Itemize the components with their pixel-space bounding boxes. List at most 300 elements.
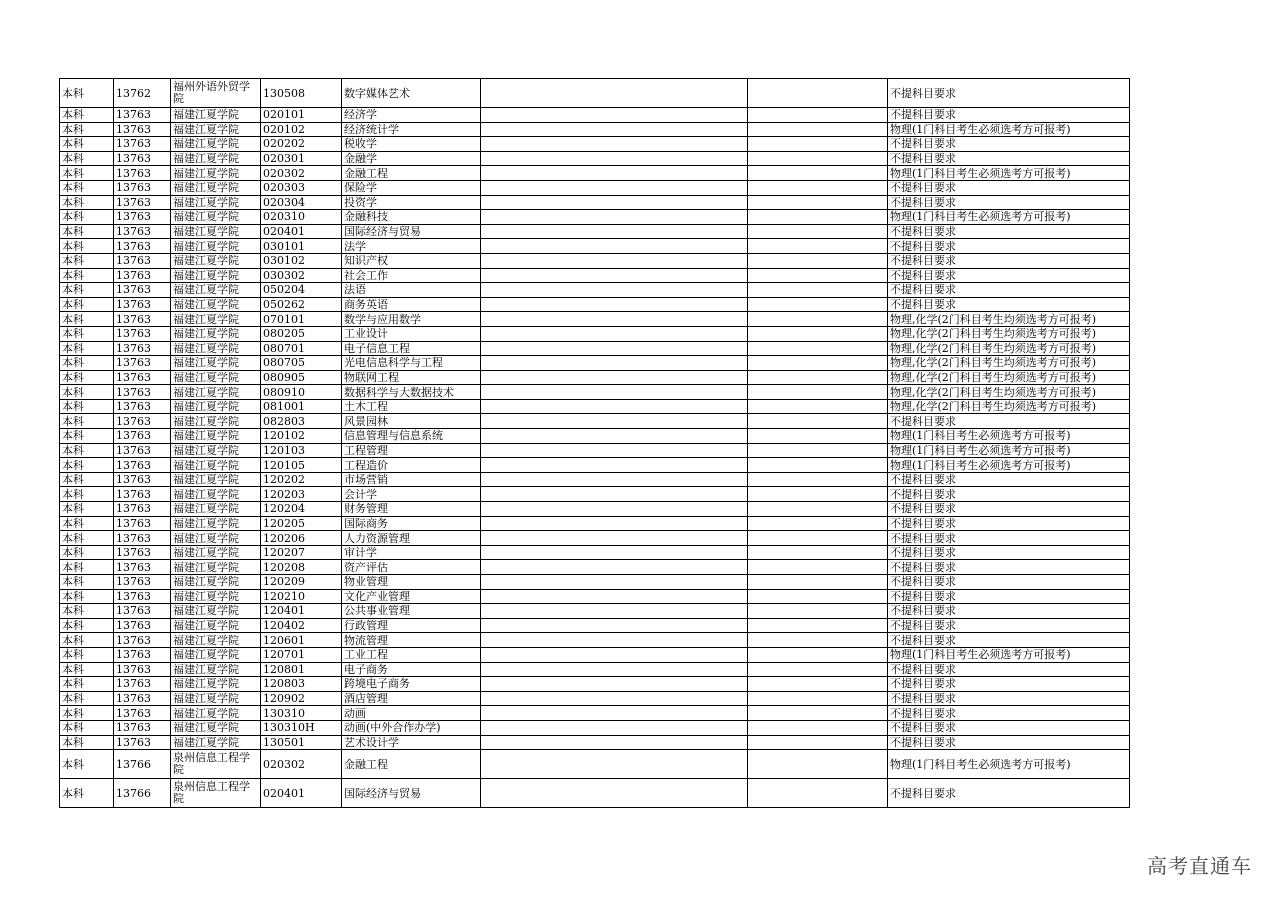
cell-school-name: 福建江夏学院 (171, 253, 261, 268)
cell-level: 本科 (60, 356, 114, 371)
cell-school-code: 13763 (114, 677, 171, 692)
cell-school-code: 13763 (114, 706, 171, 721)
cell-level: 本科 (60, 604, 114, 619)
cell-major-name: 审计学 (342, 545, 481, 560)
cell-blank-a (481, 735, 748, 750)
cell-school-code: 13763 (114, 545, 171, 560)
cell-blank-b (748, 268, 888, 283)
cell-school-code: 13766 (114, 779, 171, 808)
cell-major-code: 120402 (261, 618, 342, 633)
cell-school-code: 13763 (114, 604, 171, 619)
cell-level: 本科 (60, 326, 114, 341)
cell-blank-b (748, 691, 888, 706)
cell-level: 本科 (60, 516, 114, 531)
cell-level: 本科 (60, 691, 114, 706)
cell-level: 本科 (60, 560, 114, 575)
cell-blank-a (481, 414, 748, 429)
cell-major-name: 公共事业管理 (342, 604, 481, 619)
cell-blank-b (748, 443, 888, 458)
cell-blank-b (748, 604, 888, 619)
cell-major-name: 财务管理 (342, 502, 481, 517)
table-row (60, 195, 1130, 210)
cell-school-name: 福建江夏学院 (171, 633, 261, 648)
cell-blank-a (481, 370, 748, 385)
cell-level: 本科 (60, 502, 114, 517)
cell-major-code: 120210 (261, 589, 342, 604)
cell-major-code: 120902 (261, 691, 342, 706)
cell-level: 本科 (60, 151, 114, 166)
cell-level: 本科 (60, 195, 114, 210)
cell-school-name: 福建江夏学院 (171, 210, 261, 225)
cell-level: 本科 (60, 122, 114, 137)
table-row (60, 356, 1130, 371)
cell-school-name: 福建江夏学院 (171, 414, 261, 429)
cell-blank-a (481, 195, 748, 210)
cell-level: 本科 (60, 399, 114, 414)
cell-major-name: 土木工程 (342, 399, 481, 414)
cell-school-code: 13763 (114, 151, 171, 166)
cell-subject-requirement: 物理(1门科目考生必须选考方可报考) (888, 443, 1130, 458)
cell-subject-requirement: 物理,化学(2门科目考生均须选考方可报考) (888, 341, 1130, 356)
cell-blank-b (748, 662, 888, 677)
cell-major-name: 国际商务 (342, 516, 481, 531)
cell-level: 本科 (60, 575, 114, 590)
cell-blank-a (481, 443, 748, 458)
table-row (60, 312, 1130, 327)
cell-school-code: 13763 (114, 166, 171, 181)
cell-blank-b (748, 575, 888, 590)
cell-blank-b (748, 224, 888, 239)
cell-major-name: 动画 (342, 706, 481, 721)
cell-major-code: 030101 (261, 239, 342, 254)
cell-major-name: 金融工程 (342, 166, 481, 181)
cell-school-name: 福建江夏学院 (171, 487, 261, 502)
table-row (60, 326, 1130, 341)
cell-subject-requirement: 不提科目要求 (888, 137, 1130, 152)
cell-major-name: 光电信息科学与工程 (342, 356, 481, 371)
cell-major-code: 080701 (261, 341, 342, 356)
cell-blank-b (748, 151, 888, 166)
cell-level: 本科 (60, 253, 114, 268)
cell-blank-a (481, 531, 748, 546)
cell-school-name: 福建江夏学院 (171, 326, 261, 341)
cell-subject-requirement: 不提科目要求 (888, 516, 1130, 531)
cell-major-name: 物流管理 (342, 633, 481, 648)
cell-blank-a (481, 341, 748, 356)
cell-school-name: 福建江夏学院 (171, 472, 261, 487)
cell-major-name: 酒店管理 (342, 691, 481, 706)
cell-blank-a (481, 589, 748, 604)
table-row (60, 239, 1130, 254)
cell-blank-a (481, 545, 748, 560)
cell-blank-a (481, 662, 748, 677)
cell-school-name: 福建江夏学院 (171, 166, 261, 181)
cell-school-code: 13763 (114, 443, 171, 458)
cell-subject-requirement: 不提科目要求 (888, 487, 1130, 502)
table-row (60, 706, 1130, 721)
cell-school-name: 福建江夏学院 (171, 399, 261, 414)
cell-school-name: 福建江夏学院 (171, 575, 261, 590)
cell-subject-requirement: 不提科目要求 (888, 662, 1130, 677)
cell-blank-b (748, 180, 888, 195)
cell-major-name: 税收学 (342, 137, 481, 152)
cell-subject-requirement: 物理,化学(2门科目考生均须选考方可报考) (888, 370, 1130, 385)
table-row (60, 677, 1130, 692)
cell-subject-requirement: 不提科目要求 (888, 268, 1130, 283)
cell-major-code: 050262 (261, 297, 342, 312)
cell-major-code: 120105 (261, 458, 342, 473)
cell-school-name: 福建江夏学院 (171, 341, 261, 356)
cell-subject-requirement: 不提科目要求 (888, 180, 1130, 195)
cell-major-code: 120701 (261, 647, 342, 662)
cell-blank-a (481, 487, 748, 502)
cell-level: 本科 (60, 720, 114, 735)
cell-blank-a (481, 429, 748, 444)
cell-school-code: 13763 (114, 195, 171, 210)
cell-school-name: 福建江夏学院 (171, 706, 261, 721)
cell-major-code: 030102 (261, 253, 342, 268)
cell-school-name: 福建江夏学院 (171, 268, 261, 283)
cell-major-name: 国际经济与贸易 (342, 779, 481, 808)
cell-major-code: 120206 (261, 531, 342, 546)
cell-major-name: 工业设计 (342, 326, 481, 341)
table-row (60, 691, 1130, 706)
cell-major-code: 020304 (261, 195, 342, 210)
cell-subject-requirement: 不提科目要求 (888, 720, 1130, 735)
cell-school-name: 福州外语外贸学院 (171, 79, 261, 108)
cell-subject-requirement: 不提科目要求 (888, 253, 1130, 268)
cell-major-code: 081001 (261, 399, 342, 414)
table-row (60, 618, 1130, 633)
cell-level: 本科 (60, 487, 114, 502)
cell-major-code: 082803 (261, 414, 342, 429)
cell-blank-b (748, 560, 888, 575)
cell-level: 本科 (60, 79, 114, 108)
cell-blank-a (481, 560, 748, 575)
cell-school-code: 13763 (114, 472, 171, 487)
table-row (60, 472, 1130, 487)
cell-blank-a (481, 502, 748, 517)
table-row (60, 137, 1130, 152)
cell-major-name: 经济学 (342, 108, 481, 123)
cell-blank-b (748, 720, 888, 735)
cell-subject-requirement: 不提科目要求 (888, 779, 1130, 808)
cell-school-code: 13763 (114, 618, 171, 633)
cell-major-code: 120208 (261, 560, 342, 575)
cell-school-name: 福建江夏学院 (171, 604, 261, 619)
cell-school-name: 福建江夏学院 (171, 662, 261, 677)
cell-blank-a (481, 253, 748, 268)
table-row (60, 414, 1130, 429)
cell-major-code: 020102 (261, 122, 342, 137)
cell-blank-a (481, 283, 748, 298)
cell-major-name: 金融科技 (342, 210, 481, 225)
cell-school-name: 福建江夏学院 (171, 224, 261, 239)
table-row (60, 385, 1130, 400)
cell-major-code: 080910 (261, 385, 342, 400)
table-row (60, 735, 1130, 750)
table-row (60, 268, 1130, 283)
cell-blank-b (748, 618, 888, 633)
cell-subject-requirement: 物理(1门科目考生必须选考方可报考) (888, 166, 1130, 181)
cell-blank-b (748, 545, 888, 560)
cell-blank-b (748, 297, 888, 312)
cell-major-code: 120207 (261, 545, 342, 560)
cell-major-name: 保险学 (342, 180, 481, 195)
cell-school-code: 13763 (114, 531, 171, 546)
cell-blank-b (748, 516, 888, 531)
cell-major-code: 130310 (261, 706, 342, 721)
cell-subject-requirement: 不提科目要求 (888, 545, 1130, 560)
cell-major-name: 物业管理 (342, 575, 481, 590)
cell-blank-a (481, 516, 748, 531)
cell-level: 本科 (60, 443, 114, 458)
cell-major-name: 商务英语 (342, 297, 481, 312)
cell-blank-b (748, 414, 888, 429)
cell-blank-b (748, 326, 888, 341)
cell-subject-requirement: 不提科目要求 (888, 502, 1130, 517)
cell-major-code: 120401 (261, 604, 342, 619)
cell-blank-a (481, 166, 748, 181)
cell-major-name: 电子商务 (342, 662, 481, 677)
cell-major-code: 020401 (261, 779, 342, 808)
cell-subject-requirement: 不提科目要求 (888, 691, 1130, 706)
cell-subject-requirement: 物理,化学(2门科目考生均须选考方可报考) (888, 399, 1130, 414)
table-row (60, 604, 1130, 619)
cell-subject-requirement: 不提科目要求 (888, 108, 1130, 123)
cell-school-name: 福建江夏学院 (171, 443, 261, 458)
cell-blank-b (748, 647, 888, 662)
cell-blank-b (748, 429, 888, 444)
cell-blank-b (748, 779, 888, 808)
cell-blank-a (481, 604, 748, 619)
cell-school-code: 13763 (114, 297, 171, 312)
cell-major-name: 金融工程 (342, 750, 481, 779)
cell-blank-b (748, 341, 888, 356)
cell-blank-b (748, 589, 888, 604)
table-row (60, 253, 1130, 268)
cell-level: 本科 (60, 210, 114, 225)
cell-blank-b (748, 253, 888, 268)
cell-school-code: 13763 (114, 575, 171, 590)
cell-school-code: 13763 (114, 633, 171, 648)
cell-subject-requirement: 不提科目要求 (888, 195, 1130, 210)
cell-major-code: 020302 (261, 750, 342, 779)
cell-school-name: 泉州信息工程学院 (171, 750, 261, 779)
cell-school-code: 13763 (114, 341, 171, 356)
cell-school-code: 13763 (114, 720, 171, 735)
cell-major-code: 030302 (261, 268, 342, 283)
cell-level: 本科 (60, 137, 114, 152)
cell-school-code: 13763 (114, 356, 171, 371)
table-row (60, 122, 1130, 137)
cell-subject-requirement: 不提科目要求 (888, 677, 1130, 692)
cell-school-code: 13763 (114, 268, 171, 283)
cell-blank-a (481, 706, 748, 721)
table-row (60, 750, 1130, 779)
cell-level: 本科 (60, 341, 114, 356)
cell-school-name: 福建江夏学院 (171, 735, 261, 750)
cell-school-code: 13763 (114, 326, 171, 341)
cell-level: 本科 (60, 545, 114, 560)
cell-blank-a (481, 224, 748, 239)
cell-major-name: 法语 (342, 283, 481, 298)
table-body (60, 79, 1130, 808)
cell-blank-a (481, 399, 748, 414)
cell-level: 本科 (60, 706, 114, 721)
cell-school-name: 福建江夏学院 (171, 122, 261, 137)
cell-major-code: 080705 (261, 356, 342, 371)
cell-school-name: 福建江夏学院 (171, 560, 261, 575)
cell-level: 本科 (60, 224, 114, 239)
cell-subject-requirement: 不提科目要求 (888, 589, 1130, 604)
cell-blank-a (481, 268, 748, 283)
cell-level: 本科 (60, 414, 114, 429)
cell-subject-requirement: 不提科目要求 (888, 633, 1130, 648)
cell-blank-a (481, 356, 748, 371)
cell-school-code: 13763 (114, 399, 171, 414)
cell-major-name: 数据科学与大数据技术 (342, 385, 481, 400)
cell-school-code: 13763 (114, 516, 171, 531)
cell-major-code: 130310H (261, 720, 342, 735)
cell-school-name: 福建江夏学院 (171, 516, 261, 531)
cell-blank-a (481, 779, 748, 808)
cell-blank-b (748, 166, 888, 181)
cell-major-name: 数字媒体艺术 (342, 79, 481, 108)
cell-major-name: 风景园林 (342, 414, 481, 429)
cell-major-code: 020310 (261, 210, 342, 225)
cell-major-code: 020302 (261, 166, 342, 181)
cell-major-name: 艺术设计学 (342, 735, 481, 750)
cell-major-code: 120205 (261, 516, 342, 531)
cell-blank-a (481, 312, 748, 327)
cell-level: 本科 (60, 312, 114, 327)
cell-school-code: 13763 (114, 487, 171, 502)
table-row (60, 720, 1130, 735)
cell-school-code: 13763 (114, 180, 171, 195)
cell-blank-a (481, 691, 748, 706)
table-row (60, 531, 1130, 546)
cell-blank-a (481, 210, 748, 225)
cell-school-code: 13763 (114, 589, 171, 604)
cell-major-name: 行政管理 (342, 618, 481, 633)
cell-major-name: 电子信息工程 (342, 341, 481, 356)
cell-level: 本科 (60, 647, 114, 662)
cell-school-code: 13763 (114, 239, 171, 254)
cell-school-name: 福建江夏学院 (171, 677, 261, 692)
cell-subject-requirement: 不提科目要求 (888, 151, 1130, 166)
table-row (60, 487, 1130, 502)
cell-major-name: 信息管理与信息系统 (342, 429, 481, 444)
table-row (60, 79, 1130, 108)
cell-major-name: 金融学 (342, 151, 481, 166)
cell-blank-b (748, 633, 888, 648)
cell-school-code: 13763 (114, 647, 171, 662)
cell-school-name: 福建江夏学院 (171, 195, 261, 210)
cell-school-name: 福建江夏学院 (171, 370, 261, 385)
cell-major-name: 经济统计学 (342, 122, 481, 137)
cell-level: 本科 (60, 458, 114, 473)
cell-school-name: 福建江夏学院 (171, 239, 261, 254)
cell-subject-requirement: 物理(1门科目考生必须选考方可报考) (888, 429, 1130, 444)
cell-school-code: 13763 (114, 458, 171, 473)
cell-blank-b (748, 750, 888, 779)
cell-major-code: 120103 (261, 443, 342, 458)
cell-school-name: 福建江夏学院 (171, 618, 261, 633)
cell-major-code: 020303 (261, 180, 342, 195)
cell-blank-a (481, 458, 748, 473)
cell-school-code: 13763 (114, 224, 171, 239)
cell-school-name: 福建江夏学院 (171, 312, 261, 327)
cell-school-code: 13763 (114, 414, 171, 429)
cell-major-name: 市场营销 (342, 472, 481, 487)
cell-school-code: 13763 (114, 691, 171, 706)
cell-blank-b (748, 239, 888, 254)
cell-school-name: 福建江夏学院 (171, 108, 261, 123)
table-row (60, 458, 1130, 473)
cell-school-name: 泉州信息工程学院 (171, 779, 261, 808)
subject-requirements-table (59, 78, 1130, 808)
cell-blank-a (481, 239, 748, 254)
cell-blank-b (748, 370, 888, 385)
table-row (60, 779, 1130, 808)
cell-major-name: 投资学 (342, 195, 481, 210)
cell-school-name: 福建江夏学院 (171, 283, 261, 298)
cell-subject-requirement: 物理,化学(2门科目考生均须选考方可报考) (888, 326, 1130, 341)
table-row (60, 633, 1130, 648)
cell-subject-requirement: 不提科目要求 (888, 560, 1130, 575)
cell-major-name: 动画(中外合作办学) (342, 720, 481, 735)
cell-level: 本科 (60, 633, 114, 648)
cell-blank-b (748, 108, 888, 123)
cell-subject-requirement: 不提科目要求 (888, 414, 1130, 429)
cell-major-name: 会计学 (342, 487, 481, 502)
cell-level: 本科 (60, 662, 114, 677)
cell-subject-requirement: 物理(1门科目考生必须选考方可报考) (888, 210, 1130, 225)
cell-school-name: 福建江夏学院 (171, 545, 261, 560)
cell-level: 本科 (60, 180, 114, 195)
table-row (60, 502, 1130, 517)
cell-level: 本科 (60, 108, 114, 123)
table-row (60, 589, 1130, 604)
cell-school-code: 13763 (114, 662, 171, 677)
cell-major-code: 120202 (261, 472, 342, 487)
cell-subject-requirement: 不提科目要求 (888, 531, 1130, 546)
cell-subject-requirement: 物理,化学(2门科目考生均须选考方可报考) (888, 312, 1130, 327)
cell-blank-a (481, 618, 748, 633)
cell-level: 本科 (60, 385, 114, 400)
cell-blank-a (481, 180, 748, 195)
cell-school-code: 13763 (114, 429, 171, 444)
table-row (60, 560, 1130, 575)
cell-blank-b (748, 677, 888, 692)
cell-blank-a (481, 647, 748, 662)
cell-major-code: 080205 (261, 326, 342, 341)
table-row (60, 341, 1130, 356)
table-row (60, 370, 1130, 385)
cell-blank-a (481, 720, 748, 735)
cell-subject-requirement: 不提科目要求 (888, 283, 1130, 298)
cell-major-code: 120601 (261, 633, 342, 648)
cell-level: 本科 (60, 735, 114, 750)
cell-blank-b (748, 137, 888, 152)
cell-school-name: 福建江夏学院 (171, 180, 261, 195)
cell-school-code: 13763 (114, 210, 171, 225)
cell-major-name: 数学与应用数学 (342, 312, 481, 327)
cell-subject-requirement: 物理(1门科目考生必须选考方可报考) (888, 647, 1130, 662)
cell-subject-requirement: 不提科目要求 (888, 618, 1130, 633)
cell-subject-requirement: 不提科目要求 (888, 604, 1130, 619)
